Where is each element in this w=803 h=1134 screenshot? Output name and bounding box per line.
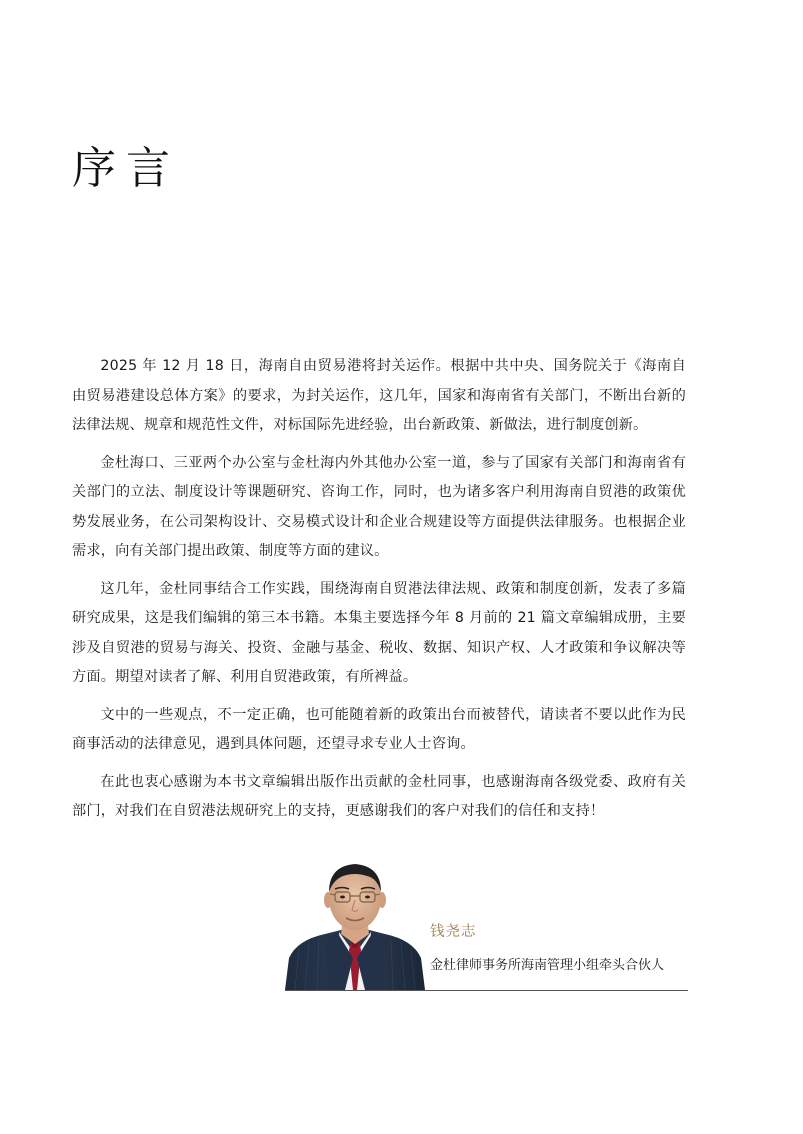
author-signature-block [285, 858, 688, 991]
paragraph-5: 在此也衷心感谢为本书文章编辑出版作出贡献的金杜同事，也感谢海南各级党委、政府有关部门，对我们在自贸港法规研究上的支持，更感谢我们的客户对我们的信任和支持！ [72, 773, 686, 819]
paragraph-3: 这几年，金杜同事结合工作实践，围绕海南自贸港法律法规、政策和制度创新，发表了多篇研究成果，这是我们编辑的第三本书籍。本集主要选择今年 8 月前的 21 篇文章编辑成册，主要涉及自贸港的贸易与海关、投资、金融与基金、税收、数据、知识产权、人才政策和争议解决等方面。期望对读者了解、利用自贸港政策，有所裨益。 [72, 580, 686, 685]
paragraph-2: 金杜海口、三亚两个办公室与金杜海内外其他办公室一道，参与了国家有关部门和海南省有关部门的立法、制度设计等课题研究、咨询工作，同时，也为诸多客户利用海南自贸港的政策优势发展业务，在公司架构设计、交易模式设计和企业合规建设等方面提供法律服务。也根据企业需求，向有关部门提出政策、制度等方面的建议。 [72, 454, 686, 559]
paragraph-1: 2025 年 12 月 18 日，海南自由贸易港将封关运作。根据中共中央、国务院关于《海南自由贸易港建设总体方案》的要求，为封关运作，这几年，国家和海南省有关部门，不断出台新的法律法规、规章和规范性文件，对标国际先进经验，出台新政策、新做法，进行制度创新。 [72, 358, 686, 433]
paragraph-4: 文中的一些观点，不一定正确，也可能随着新的政策出台而被替代，请读者不要以此作为民商事活动的法律意见，遇到具体问题，还望寻求专业人士咨询。 [72, 706, 686, 752]
preface-body [72, 352, 686, 835]
author-title: 金杜律师事务所海南管理小组牵头合伙人 [430, 958, 665, 973]
author-name: 钱尧志 [430, 924, 477, 940]
author-portrait [285, 858, 425, 990]
page-title: 序言 [72, 143, 180, 194]
